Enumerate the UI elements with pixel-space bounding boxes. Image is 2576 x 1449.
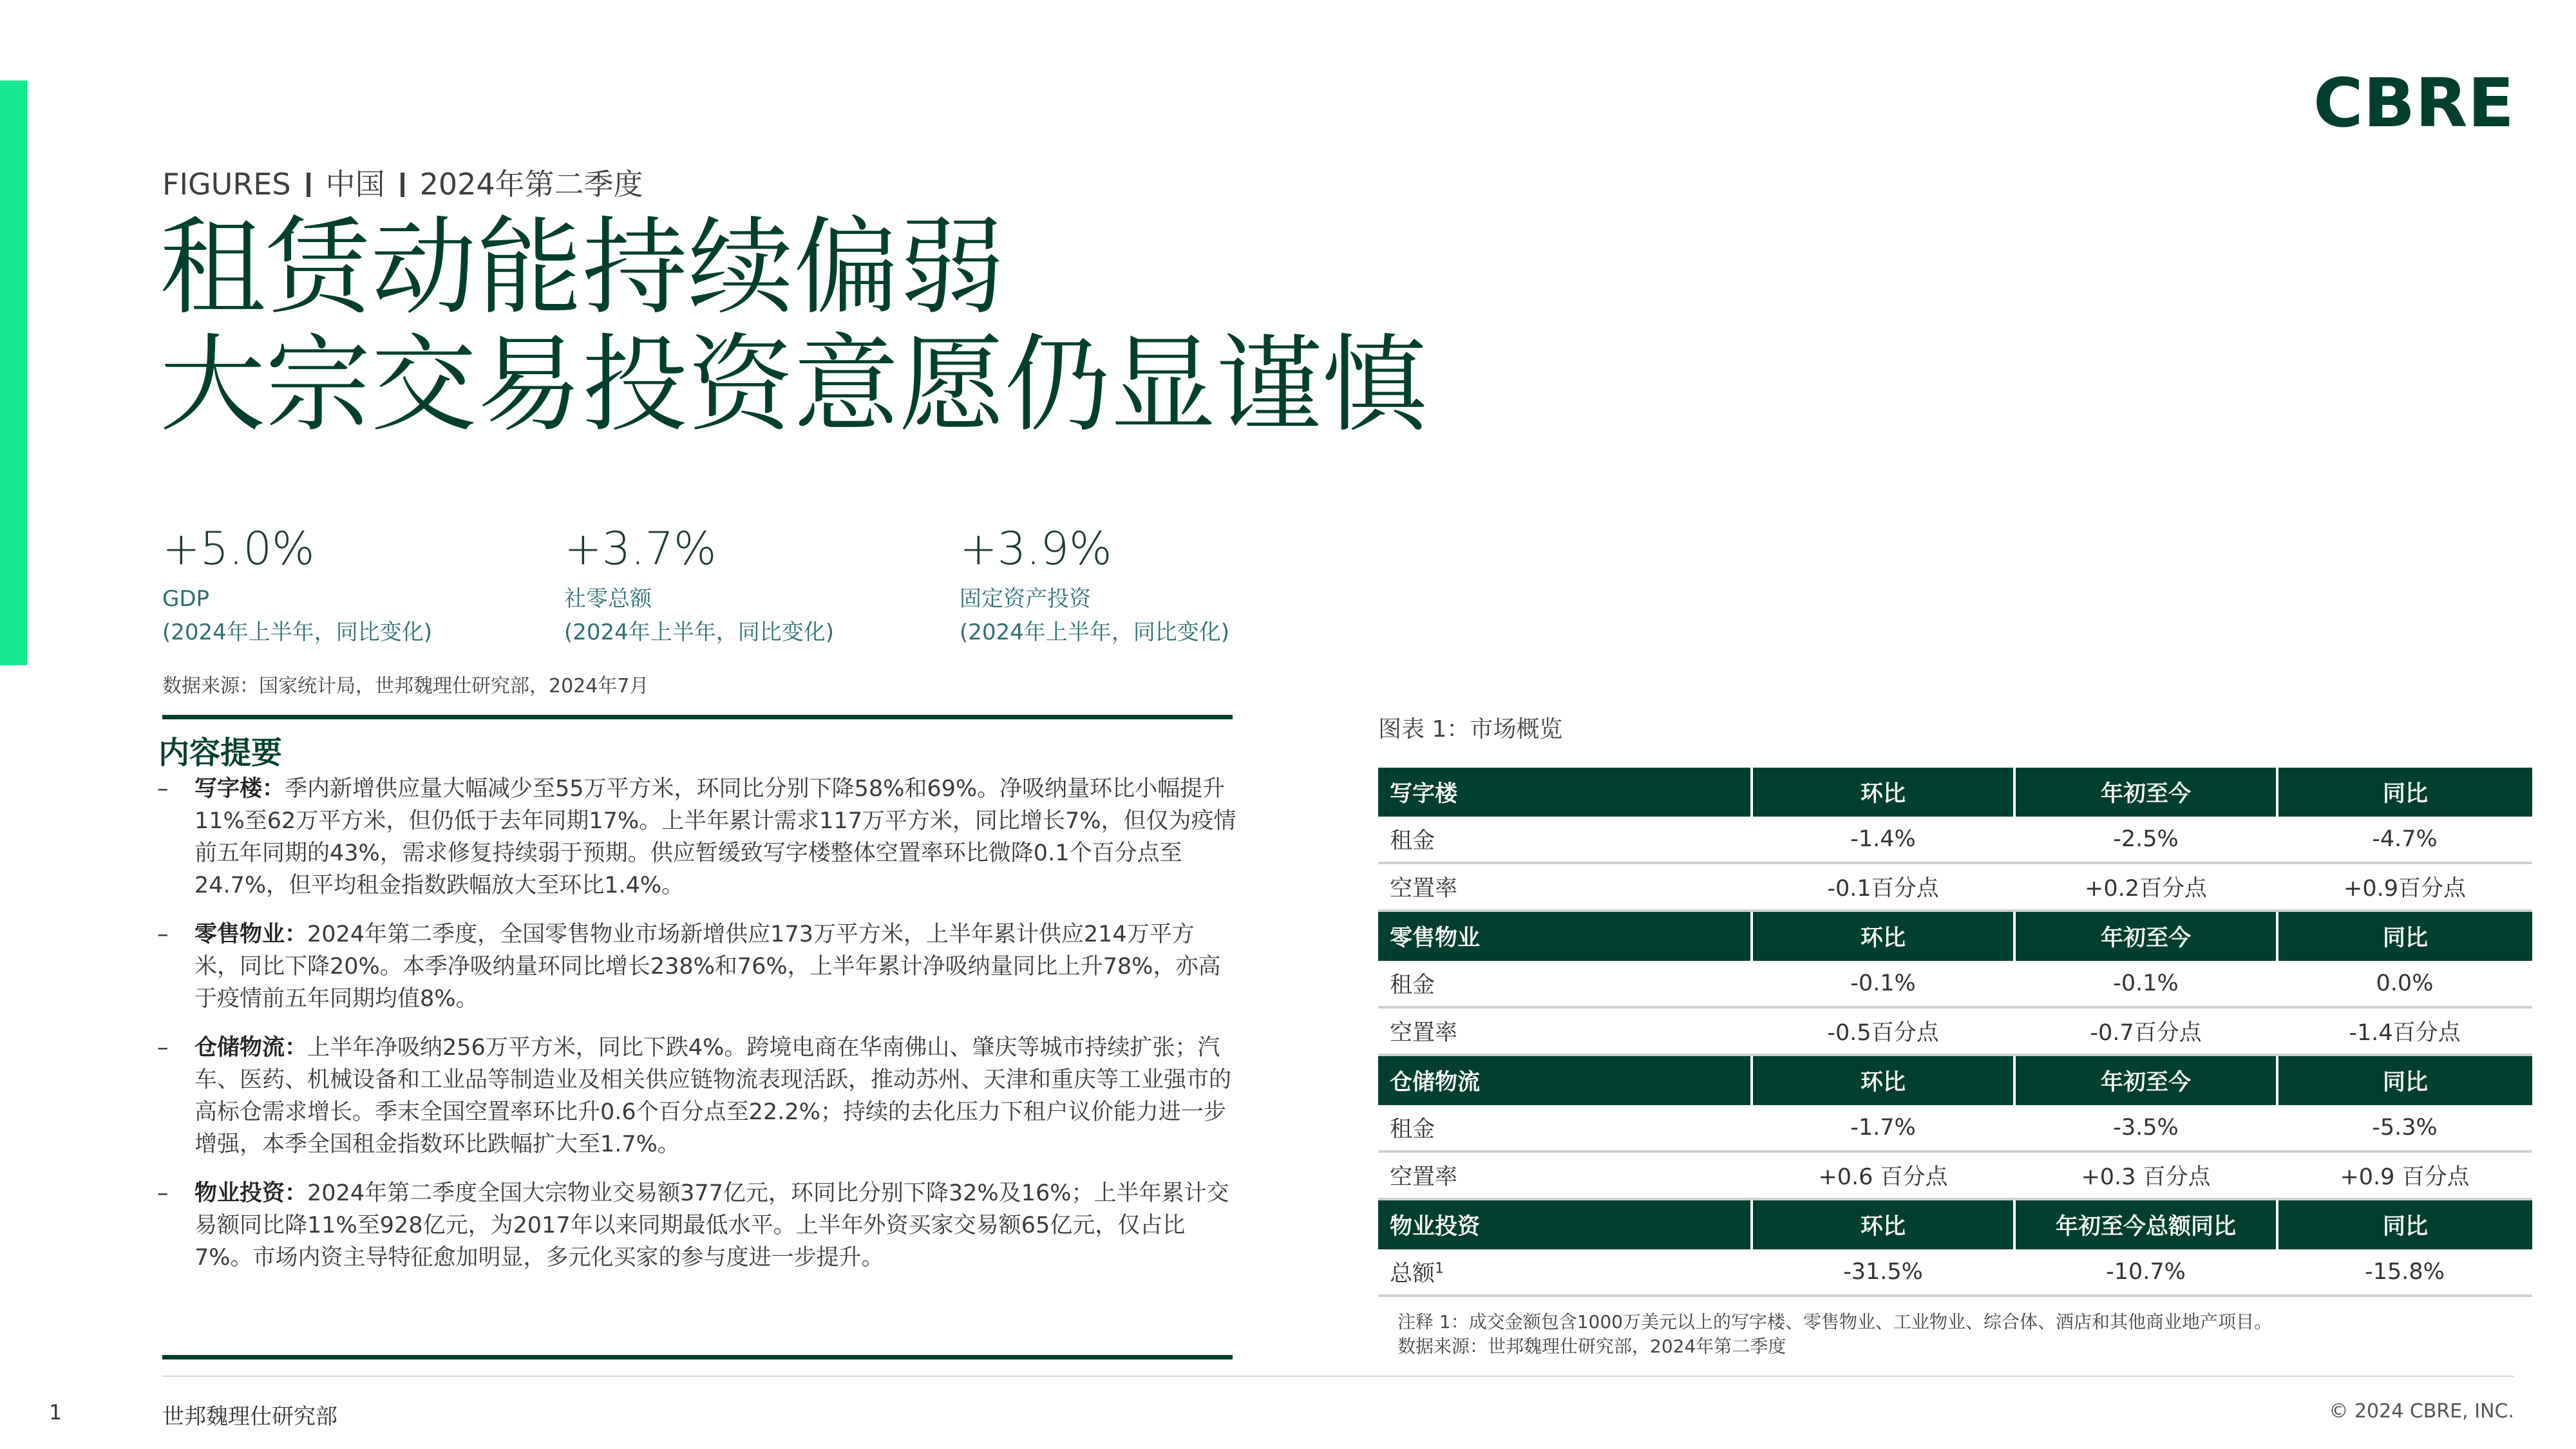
- table-cell: -31.5%: [1752, 1249, 2014, 1296]
- bullet-dash: –: [157, 1180, 169, 1206]
- table-cell: -0.1%: [1752, 961, 2014, 1007]
- cbre-logo: [2313, 72, 2514, 134]
- eyebrow-region: 中国: [325, 167, 385, 202]
- summary-item-investment: [157, 1177, 1239, 1274]
- summary-text: 上半年净吸纳256万平方米，同比下跌4%。跨境电商在华南佛山、肇庆等城市持续扩张；汽车、医药、机械设备和工业品等制造业及相关供应链物流表现活跃，推动苏州、天津和重庆等工业强市的高标仓需求增长。季末全国空置率环比升0.6个百分点至22.2%；持续的去化压力下租户议价能力进一步增强，本季全国租金指数环比跌幅扩大至1.7%。: [194, 1035, 1232, 1157]
- table-cell: [1378, 1249, 1752, 1296]
- kpi-note: (2024年上半年，同比变化): [162, 620, 433, 645]
- kpi-note: (2024年上半年，同比变化): [564, 620, 835, 645]
- table-footnote: 注释 1：成交金额包含1000万美元以上的写字楼、零售物业、工业物业、综合体、酒店和其他商业地产项目。: [1397, 1311, 2272, 1332]
- table-row: [1378, 863, 2532, 911]
- kpi-label: GDP: [162, 586, 210, 612]
- table-cell: 空置率: [1378, 863, 1752, 911]
- table-cell: -15.8%: [2277, 1249, 2532, 1296]
- eyebrow-separator: [401, 173, 404, 197]
- section-divider: [162, 715, 1233, 719]
- summary-text: 2024年第二季度全国大宗物业交易额377亿元，环同比分别下降32%及16%；上半年累计交易额同比降11%至928亿元，为2017年以来同期最低水平。上半年外资买家交易额65亿元，仅占比7%。市场内资主导特征愈加明显，多元化买家的参与度进一步提升。: [194, 1180, 1229, 1271]
- title-line-1: 租赁动能持续偏弱: [160, 206, 1005, 329]
- table-header-cell: 环比: [1752, 768, 2014, 817]
- table-row: [1378, 817, 2532, 863]
- table-cell: +0.6 百分点: [1752, 1151, 2014, 1199]
- table-cell: -10.7%: [2014, 1249, 2277, 1296]
- table-header-cell: 年初至今: [2014, 911, 2277, 961]
- total-label: 总额: [1390, 1261, 1435, 1287]
- kpi-value: +3.7%: [564, 522, 717, 575]
- kpi-label: 社零总额: [564, 586, 652, 612]
- table-cell: 租金: [1378, 961, 1752, 1007]
- summary-lead: 零售物业：: [194, 922, 308, 947]
- table-header-cell: 同比: [2277, 1055, 2532, 1105]
- table-note: [1397, 1310, 2272, 1359]
- table-cell: 0.0%: [2277, 961, 2532, 1007]
- bullet-dash: –: [157, 922, 169, 947]
- kpi-gdp: [162, 519, 562, 649]
- table-header-logistics: [1378, 1055, 2532, 1105]
- eyebrow: [162, 161, 643, 204]
- table-cell: +0.2百分点: [2014, 863, 2277, 911]
- title-line-2: 大宗交易投资意愿仍显谨慎: [160, 323, 1428, 446]
- table-row: [1378, 1105, 2532, 1151]
- table-header-cell: 零售物业: [1378, 911, 1752, 961]
- table-header-cell: 仓储物流: [1378, 1055, 1752, 1105]
- table-cell: +0.9百分点: [2277, 863, 2532, 911]
- eyebrow-label: FIGURES: [162, 167, 291, 202]
- table-cell: 租金: [1378, 1105, 1752, 1151]
- summary-item-logistics: [157, 1032, 1239, 1160]
- footnote-ref: 1: [1435, 1260, 1444, 1277]
- table-cell: -1.4百分点: [2277, 1007, 2532, 1055]
- table-row: [1378, 1007, 2532, 1055]
- summary-lead: 写字楼：: [194, 776, 285, 802]
- table-cell: -0.7百分点: [2014, 1007, 2277, 1055]
- table-cell: -1.7%: [1752, 1105, 2014, 1151]
- table-cell: +0.9 百分点: [2277, 1151, 2532, 1199]
- table-header-cell: 年初至今总额同比: [2014, 1199, 2277, 1249]
- kpi-fixed-asset-investment: [960, 519, 1359, 649]
- table-header-cell: 环比: [1752, 1199, 2014, 1249]
- kpi-value: +3.9%: [960, 522, 1112, 575]
- summary-lead: 物业投资：: [194, 1180, 308, 1206]
- summary-list: [157, 773, 1239, 1291]
- eyebrow-period: 2024年第二季度: [419, 167, 643, 202]
- summary-lead: 仓储物流：: [194, 1035, 308, 1061]
- table-cell: -4.7%: [2277, 817, 2532, 863]
- table-cell: +0.3 百分点: [2014, 1151, 2277, 1199]
- chart-caption: 图表 1：市场概览: [1378, 716, 1563, 743]
- summary-title: 内容提要: [158, 735, 283, 771]
- table-cell: -0.5百分点: [1752, 1007, 2014, 1055]
- summary-text: 季内新增供应量大幅减少至55万平方米，环同比分别下降58%和69%。净吸纳量环比小幅提升11%至62万平方米，但仍低于去年同期17%。上半年累计需求117万平方米，同比增长7%，但仅为疫情前五年同期的43%，需求修复持续弱于预期。供应暂缓致写字楼整体空置率环比微降0.1个百分点至24.7%，但平均租金指数跌幅放大至环比1.4%。: [194, 776, 1236, 898]
- table-cell: 租金: [1378, 817, 1752, 863]
- section-divider-bottom: [162, 1355, 1233, 1359]
- table-cell: 空置率: [1378, 1151, 1752, 1199]
- table-cell: -1.4%: [1752, 817, 2014, 863]
- page-title: [160, 206, 1577, 446]
- kpi-value: +5.0%: [162, 522, 315, 575]
- logo-text: CBRE: [2313, 72, 2514, 134]
- bullet-dash: –: [157, 776, 169, 802]
- kpi-note: (2024年上半年，同比变化): [960, 620, 1230, 645]
- footer-copyright: © 2024 CBRE, INC.: [2329, 1400, 2514, 1423]
- table-header-cell: 同比: [2277, 768, 2532, 817]
- footer-department: 世邦魏理仕研究部: [162, 1404, 337, 1430]
- table-header-cell: 同比: [2277, 911, 2532, 961]
- table-cell: -0.1%: [2014, 961, 2277, 1007]
- summary-item-office: [157, 773, 1239, 902]
- table-cell: -5.3%: [2277, 1105, 2532, 1151]
- kpi-source: 数据来源：国家统计局，世邦魏理仕研究部，2024年7月: [162, 675, 649, 697]
- table-header-cell: 年初至今: [2014, 768, 2277, 817]
- table-source: 数据来源：世邦魏理仕研究部，2024年第二季度: [1397, 1336, 1786, 1357]
- table-row: [1378, 1249, 2532, 1296]
- table-header-cell: 同比: [2277, 1199, 2532, 1249]
- table-header-cell: 年初至今: [2014, 1055, 2277, 1105]
- kpi-retail-sales: [564, 519, 963, 649]
- table-row: [1378, 961, 2532, 1007]
- table-cell: -2.5%: [2014, 817, 2277, 863]
- table-header-investment: [1378, 1199, 2532, 1249]
- table-header-cell: 环比: [1752, 911, 2014, 961]
- table-header-cell: 物业投资: [1378, 1199, 1752, 1249]
- page-number: 1: [49, 1400, 62, 1425]
- accent-bar: [0, 80, 27, 665]
- summary-item-retail: [157, 918, 1239, 1015]
- table-cell: 空置率: [1378, 1007, 1752, 1055]
- table-header-retail: [1378, 911, 2532, 961]
- table-cell: -3.5%: [2014, 1105, 2277, 1151]
- summary-text: 2024年第二季度，全国零售物业市场新增供应173万平方米，上半年累计供应214万平方米，同比下降20%。本季净吸纳量环同比增长238%和76%，上半年累计净吸纳量同比上升78%，亦高于疫情前五年同期均值8%。: [194, 922, 1221, 1012]
- table-header-cell: 环比: [1752, 1055, 2014, 1105]
- table-row: [1378, 1151, 2532, 1199]
- footer-divider: [162, 1376, 2514, 1377]
- table-header-cell: 写字楼: [1378, 768, 1752, 817]
- market-overview-table: [1378, 768, 2532, 1297]
- bullet-dash: –: [157, 1035, 169, 1061]
- table-header-office: [1378, 768, 2532, 817]
- table-cell: -0.1百分点: [1752, 863, 2014, 911]
- eyebrow-separator: [307, 173, 310, 197]
- kpi-label: 固定资产投资: [960, 586, 1091, 612]
